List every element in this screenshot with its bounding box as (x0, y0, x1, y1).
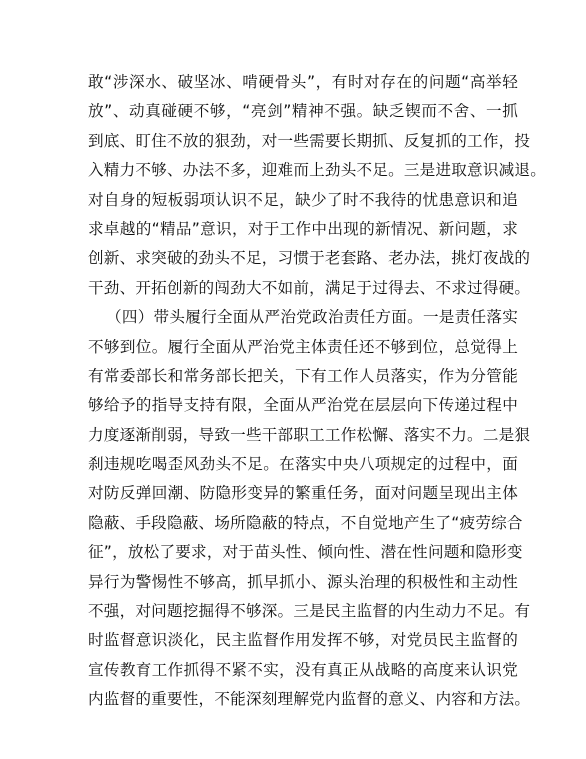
text-line: 不够到位。履行全面从严治党主体责任还不够到位，总觉得上 (88, 337, 518, 356)
text-line: 放”、动真碰硬不够，“亮剑”精神不强。缺乏锲而不舍、一抓 (88, 102, 518, 121)
text-line: 异行为警惕性不够高，抓早抓小、源头治理的积极性和主动性 (88, 572, 518, 591)
text-line: 敢“涉深水、破坚冰、啃硬骨头”，有时对存在的问题“高举轻 (88, 73, 518, 91)
body-text (88, 68, 547, 715)
text-line: 时监督意识淡化，民主监督作用发挥不够，对党员民主监督的 (88, 631, 518, 650)
text-line: 隐蔽、手段隐蔽、场所隐蔽的特点，不自觉地产生了“疲劳综合 (88, 513, 523, 532)
text-line: 到底、盯住不放的狠劲，对一些需要长期抓、反复抓的工作，投 (88, 131, 531, 150)
text-line: 内监督的重要性，不能深刻理解党内监督的意义、内容和方法。 (88, 690, 531, 709)
section-heading-line: （四）带头履行全面从严治党政治责任方面。一是责任落实 (106, 308, 518, 327)
text-line: 有常委部长和常务部长把关，下有工作人员落实，作为分管能 (88, 366, 518, 385)
text-line: 对自身的短板弱项认识不足，缺少了时不我待的忧患意识和追 (88, 190, 518, 209)
text-line: 干劲、开拓创新的闯劲大不如前，满足于过得去、不求过得硬。 (88, 278, 531, 297)
text-line: 求卓越的“精品”意识，对于工作中出现的新情况、新问题，求 (88, 219, 518, 238)
text-line: 征”，放松了要求，对于苗头性、倾向性、潜在性问题和隐形变 (88, 543, 523, 562)
text-line: 够给予的指导支持有限，全面从严治党在层层向下传递过程中 (88, 396, 518, 415)
text-line: 刹违规吃喝歪风劲头不足。在落实中央八项规定的过程中，面 (88, 455, 518, 474)
text-line: 创新、求突破的劲头不足，习惯于老套路、老办法，挑灯夜战的 (88, 249, 531, 268)
text-line: 不强，对问题挖掘得不够深。三是民主监督的内生动力不足。有 (88, 602, 531, 621)
text-line: 对防反弹回潮、防隐形变异的繁重任务，面对问题呈现出主体 (88, 484, 518, 503)
text-line: 力度逐渐削弱，导致一些干部职工工作松懈、落实不力。二是狠 (88, 425, 531, 444)
text-line: 宣传教育工作抓得不紧不实，没有真正从战略的高度来认识党 (88, 660, 518, 679)
text-line: 入精力不够、办法不多，迎难而上劲头不足。三是进取意识减退。 (88, 161, 547, 180)
